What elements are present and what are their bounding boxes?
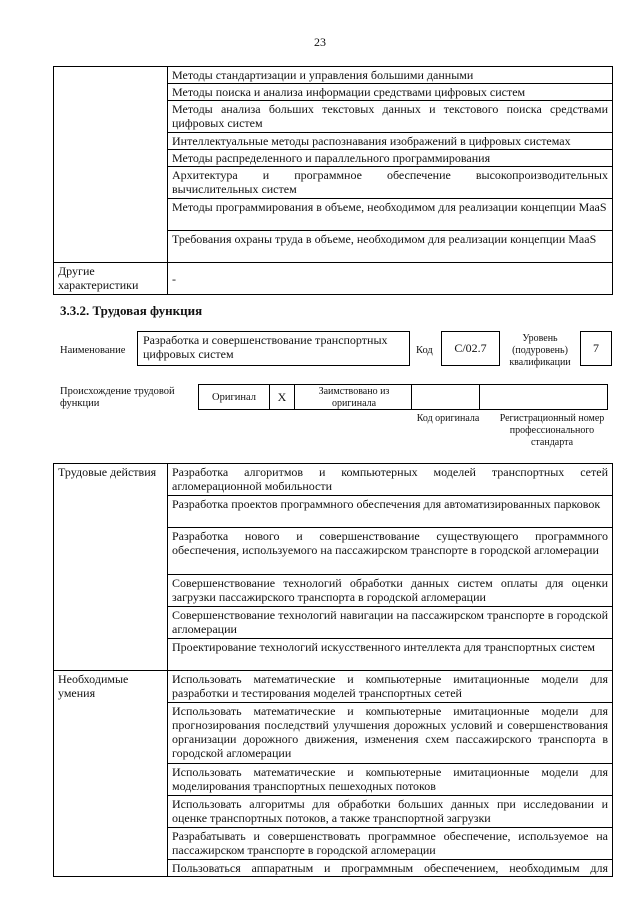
actions-label: Трудовые действия bbox=[54, 464, 168, 671]
knowledge-item: Интеллектуальные методы распознавания изображений в цифровых системах bbox=[168, 133, 613, 150]
table-row bbox=[54, 671, 613, 703]
table-row bbox=[54, 464, 613, 496]
knowledge-item: Архитектура и программное обеспечение высокопроизводительных вычислительных систем bbox=[168, 167, 613, 199]
action-item: Проектирование технологий искусственного интеллекта для транспортных систем bbox=[168, 639, 613, 671]
divider bbox=[411, 385, 412, 409]
knowledge-item: Методы программирования в объеме, необходимом для реализации концепции MaaS bbox=[168, 199, 613, 231]
divider bbox=[479, 385, 480, 409]
borrowed-label: Заимствовано из оригинала bbox=[318, 386, 390, 409]
skill-item: Использовать алгоритмы для обработки больших данных при исследовании и оценке транспортных потоков, а также транспортной загрузки bbox=[168, 796, 613, 828]
original-label: Оригинал bbox=[212, 392, 256, 403]
knowledge-item: Методы распределенного и параллельного программирования bbox=[168, 150, 613, 167]
skill-item: Использовать математические и компьютерные имитационные модели для прогнозирования последствий улучшения дорожных условий и совершенствования организации дорожного движения, изменения схем пассажирского транспорта в городской агломерации bbox=[168, 703, 613, 764]
action-item: Совершенствование технологий обработки данных систем оплаты для оценки загрузки пассажирского транспорта в городской агломерации bbox=[168, 575, 613, 607]
knowledge-item: Требования охраны труда в объеме, необходимом для реализации концепции MaaS bbox=[168, 231, 613, 263]
function-table bbox=[53, 463, 613, 877]
section-title: 3.3.2. Трудовая функция bbox=[60, 303, 203, 318]
knowledge-item: Методы анализа больших текстовых данных и текстового поиска средствами цифровых систем bbox=[168, 101, 613, 133]
action-item: Разработка алгоритмов и компьютерных моделей транспортных сетей агломерационной мобильности bbox=[168, 464, 613, 496]
action-item: Разработка проектов программного обеспечения для автоматизированных парковок bbox=[168, 496, 613, 528]
action-item: Совершенствование технологий навигации на пассажирском транспорте в городской агломерации bbox=[168, 607, 613, 639]
action-item: Разработка нового и совершенствование существующего программного обеспечения, используемого на пассажирском транспорте в городской агломерации bbox=[168, 528, 613, 575]
code-value: С/02.7 bbox=[441, 331, 500, 366]
other-characteristics-value: - bbox=[168, 263, 613, 295]
skill-item: Использовать математические и компьютерные имитационные модели для разработки и тестирования моделей транспортных сетей bbox=[168, 671, 613, 703]
origin-label: Происхождение трудовой функции bbox=[60, 386, 175, 409]
other-characteristics-label: Другие характеристики bbox=[54, 263, 168, 295]
skills-label: Необходимые умения bbox=[54, 671, 168, 877]
level-label: Уровень (подуровень) квалификации bbox=[509, 333, 571, 368]
left-empty-cell bbox=[54, 67, 168, 263]
code-original-label: Код оригинала bbox=[416, 413, 480, 424]
knowledge-table bbox=[53, 66, 613, 295]
code-label: Код bbox=[416, 345, 433, 356]
origin-row bbox=[198, 384, 608, 410]
level-value: 7 bbox=[580, 331, 612, 366]
reg-number-label: Регистрационный номер профессионального стандарта bbox=[499, 413, 605, 448]
table-row bbox=[54, 67, 613, 84]
skill-item: Разрабатывать и совершенствовать программное обеспечение, используемое на пассажирском транспорте в городской агломерации bbox=[168, 828, 613, 860]
name-label: Наименование bbox=[60, 345, 126, 356]
knowledge-item: Методы поиска и анализа информации средствами цифровых систем bbox=[168, 84, 613, 101]
function-name: Разработка и совершенствование транспортных цифровых систем bbox=[137, 331, 410, 366]
skill-item: Использовать математические и компьютерные имитационные модели для моделирования транспортных пешеходных потоков bbox=[168, 764, 613, 796]
page-number: 23 bbox=[314, 35, 326, 49]
table-row bbox=[54, 263, 613, 295]
knowledge-item: Методы стандартизации и управления большими данными bbox=[168, 67, 613, 84]
skill-item: Пользоваться аппаратным и программным обеспечением, необходимым для bbox=[168, 860, 613, 877]
original-mark: X bbox=[269, 385, 295, 409]
